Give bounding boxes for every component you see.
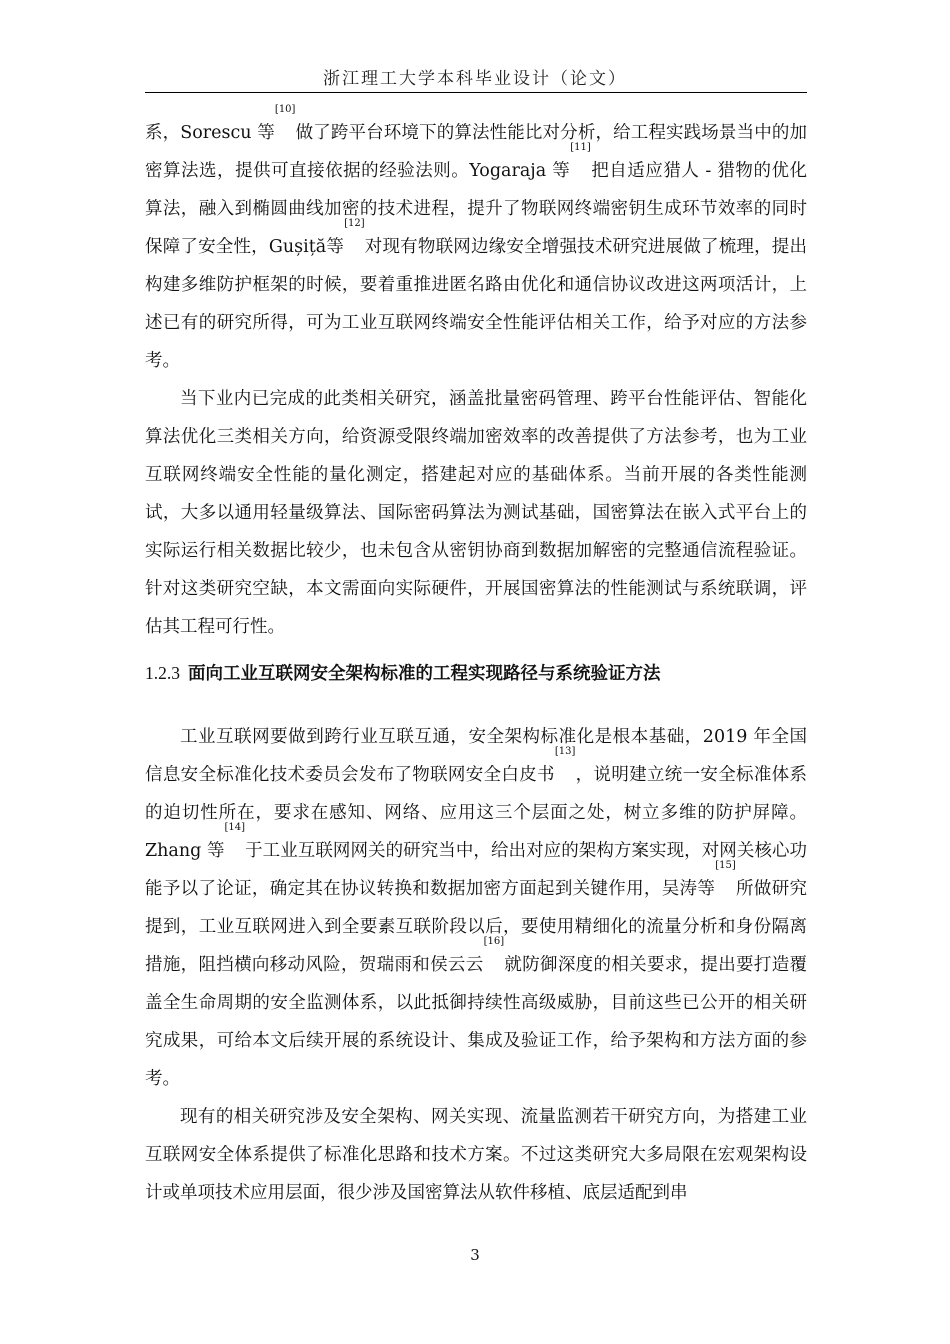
- section-heading: [145, 660, 807, 685]
- section-title: 面向工业互联网安全架构标准的工程实现路径与系统验证方法: [188, 664, 661, 684]
- paragraph: [145, 1098, 807, 1212]
- text-run: 对现有物联网边缘安全增强技术研究进展做了梳理，提出构建多维防护框架的时候，要着重推进匿名路由优化和通信协议改进这两项活计，上述已有的研究所得，可为工业互联网终端安全性能评估相关工作，给予对应的方法参考。: [145, 237, 807, 371]
- citation-marker: [12]: [344, 218, 365, 229]
- citation-marker: [16]: [483, 936, 505, 947]
- body-text-top: [145, 104, 807, 646]
- text-run: 系，Sorescu 等: [145, 123, 275, 143]
- page-number: 3: [470, 1246, 480, 1264]
- running-header: 浙江理工大学本科毕业设计（论文）: [323, 69, 627, 89]
- text-run: 做了跨平台环境下的算法性能比对分析，给工程实践场景当中的加密算法选，提供可直接依据的经验法则。Yogaraja 等: [145, 123, 807, 181]
- header-rule: [145, 92, 807, 93]
- text-run: 就防御深度的相关要求，提出要打造覆盖全生命周期的安全监测体系，以此抵御持续性高级威胁，目前这些已公开的相关研究成果，可给本文后续开展的系统设计、集成及验证工作，给予架构和方法方面的参考。: [145, 955, 808, 1089]
- text-run: 工业互联网要做到跨行业互联互通，安全架构标准化是根本基础，2019 年全国信息安全标准化技术委员会发布了物联网安全白皮书: [145, 727, 807, 785]
- citation-marker: [15]: [715, 860, 736, 871]
- paragraph: [145, 718, 807, 1098]
- text-run: 于工业互联网网关的研究当中，给出对应的架构方案实现，对网关核心功能予以了论证，确定其在协议转换和数据加密方面起到关键作用，吴涛等: [145, 841, 808, 899]
- text-run: 当下业内已完成的此类相关研究，涵盖批量密码管理、跨平台性能评估、智能化算法优化三类相关方向，给资源受限终端加密效率的改善提供了方法参考，也为工业互联网终端安全性能的量化测定，搭建起对应的基础体系。当前开展的各类性能测试，大多以通用轻量级算法、国际密码算法为测试基础，国密算法在嵌入式平台上的实际运行相关数据比较少，也未包含从密钥协商到数据加解密的完整通信流程验证。针对这类研究空缺，本文需面向实际硬件，开展国密算法的性能测试与系统联调，评估其工程可行性。: [145, 389, 807, 637]
- citation-marker: [14]: [224, 822, 246, 833]
- citation-marker: [11]: [570, 142, 591, 153]
- section-number: 1.2.3: [145, 663, 180, 683]
- text-run: 把自适应猎人 - 猎物的优化算法，融入到椭圆曲线加密的技术进程，提升了物联网终端密钥生成环节效率的同时保障了安全性，Gușiță等: [145, 161, 807, 257]
- paragraph: [145, 104, 807, 380]
- citation-marker: [10]: [274, 104, 296, 115]
- body-text-bottom: [145, 718, 807, 1212]
- paragraph: [145, 380, 807, 646]
- text-run: 所做研究提到，工业互联网进入到全要素互联阶段以后，要使用精细化的流量分析和身份隔离措施，阻挡横向移动风险，贺瑞雨和侯云云: [145, 879, 808, 975]
- citation-marker: [13]: [554, 746, 576, 757]
- text-run: ，说明建立统一安全标准体系的迫切性所在，要求在感知、网络、应用这三个层面之处，树立多维的防护屏障。Zhang 等: [145, 765, 807, 861]
- text-run: 现有的相关研究涉及安全架构、网关实现、流量监测若干研究方向，为搭建工业互联网安全体系提供了标准化思路和技术方案。不过这类研究大多局限在宏观架构设计或单项技术应用层面，很少涉及国密算法从软件移植、底层适配到串: [145, 1107, 807, 1203]
